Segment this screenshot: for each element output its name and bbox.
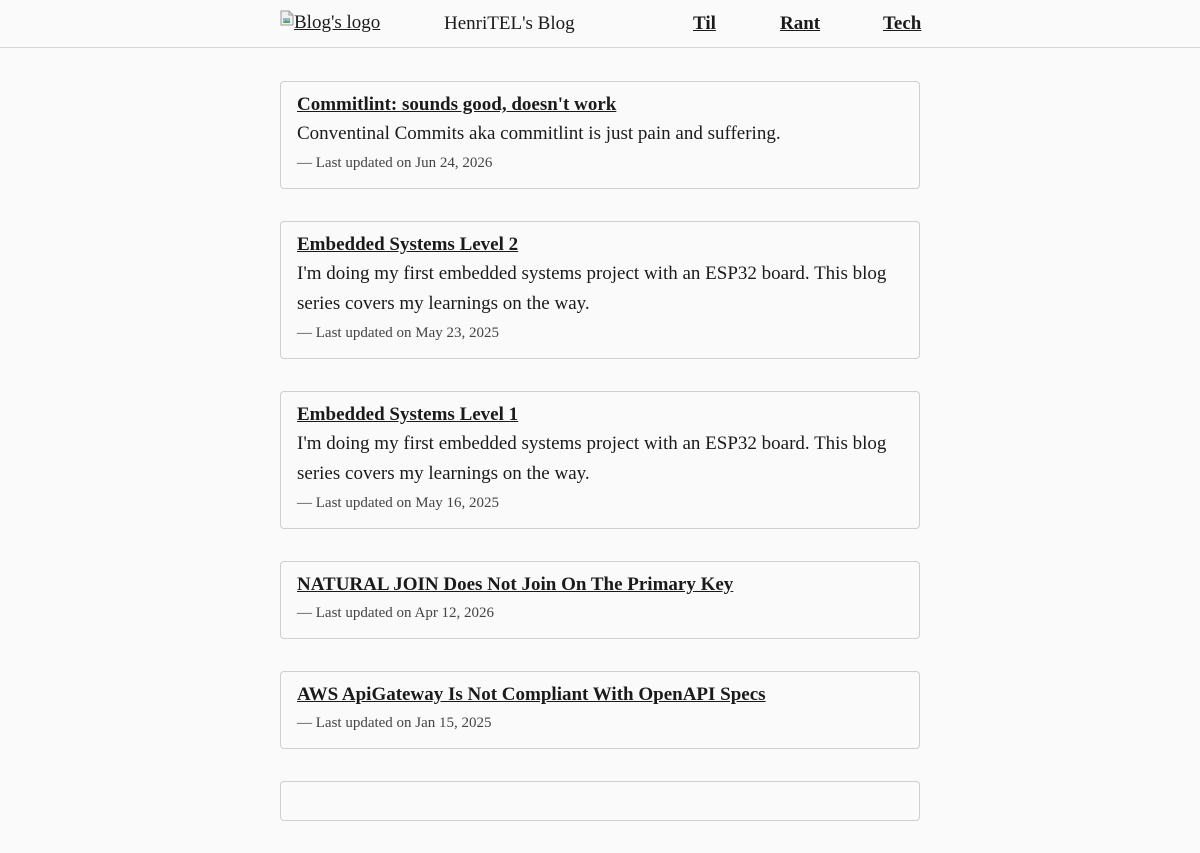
post-updated-date: — Last updated on Jun 24, 2026 <box>297 155 493 171</box>
nav-link-tech[interactable]: Tech <box>883 13 922 34</box>
post-updated-date: — Last updated on May 16, 2025 <box>297 495 500 511</box>
post-updated-date: — Last updated on Apr 12, 2026 <box>297 605 495 621</box>
nav-link-til[interactable]: Til <box>693 13 716 34</box>
post-card <box>280 561 920 639</box>
post-title-link[interactable]: Commitlint: sounds good, doesn't work <box>297 94 617 115</box>
post-title-link[interactable]: Embedded Systems Level 1 <box>297 404 519 425</box>
post-description: I'm doing my first embedded systems project with an ESP32 board. This blog series covers my learnings on the way. <box>297 433 887 484</box>
post-card <box>280 221 920 359</box>
post-updated-date: — Last updated on May 23, 2025 <box>297 325 500 341</box>
post-title-link[interactable]: NATURAL JOIN Does Not Join On The Primary Key <box>297 574 734 595</box>
post-updated-date: — Last updated on Jan 15, 2025 <box>297 715 492 731</box>
post-card <box>280 391 920 529</box>
site-header <box>0 0 1200 48</box>
nav-link-rant[interactable]: Rant <box>780 13 821 34</box>
post-title-link[interactable]: AWS ApiGateway Is Not Compliant With OpenAPI Specs <box>297 684 766 705</box>
broken-image-icon <box>280 10 294 26</box>
post-list <box>280 81 920 853</box>
post-card <box>280 81 920 189</box>
post-card-partial <box>280 781 920 821</box>
blog-logo-alt-text: Blog's logo <box>294 12 381 33</box>
post-card <box>280 671 920 749</box>
blog-title: HenriTEL's Blog <box>444 13 575 34</box>
post-description: Conventinal Commits aka commitlint is just pain and suffering. <box>297 123 781 144</box>
post-title-link[interactable]: Embedded Systems Level 2 <box>297 234 519 255</box>
blog-logo-link[interactable] <box>280 12 380 34</box>
post-description: I'm doing my first embedded systems project with an ESP32 board. This blog series covers my learnings on the way. <box>297 263 887 314</box>
